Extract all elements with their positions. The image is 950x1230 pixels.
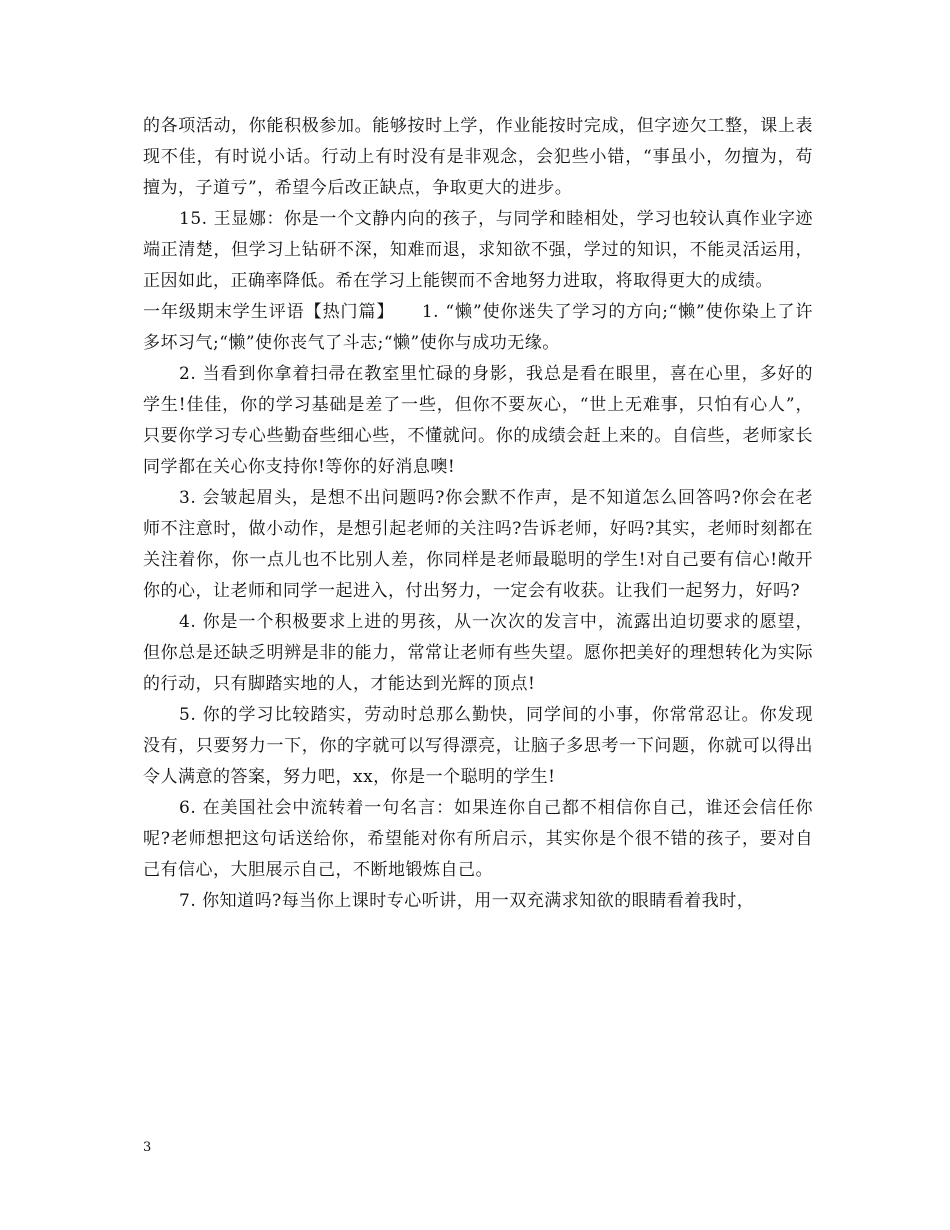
paragraph-continuation: 的各项活动，你能积极参加。能够按时上学，作业能按时完成，但字迹欠工整，课上表现不佳，有时说小话。行动上有时没有是非观念，会犯些小错，“事虽小，勿擅为，苟擅为，子道亏”，希望今后改正缺点，争取更大的进步。 xyxy=(143,116,813,198)
paragraph-comment-5: 5. 你的学习比较踏实，劳动时总那么勤快，同学间的小事，你常常忍让。你发现没有，只要努力一下，你的字就可以写得漂亮，让脑子多思考一下问题，你就可以得出令人满意的答案，努力吧，xx，你是一个聪明的学生! xyxy=(143,705,813,787)
paragraph-section-heading: 一年级期末学生评语【热门篇】 1. “懒”使你迷失了学习的方向;“懒”使你染上了许多坏习气;“懒”使你丧气了斗志;“懒”使你与成功无缘。 xyxy=(143,302,813,353)
paragraph-comment-3: 3. 会皱起眉头，是想不出问题吗?你会默不作声，是不知道怎么回答吗?你会在老师不注意时，做小动作，是想引起老师的关注吗?告诉老师，好吗?其实，老师时刻都在关注着你，你一点儿也不比别人差，你同样是老师最聪明的学生!对自己要有信心!敞开你的心，让老师和同学一起进入，付出努力，一定会有收获。让我们一起努力，好吗? xyxy=(143,488,813,601)
page-number: 3 xyxy=(143,1140,152,1155)
document-body xyxy=(143,111,813,917)
paragraph-comment-6: 6. 在美国社会中流转着一句名言：如果连你自己都不相信你自己，谁还会信任你呢?老师想把这句话送给你，希望能对你有所启示，其实你是个很不错的孩子，要对自己有信心，大胆展示自己，不断地锻炼自己。 xyxy=(143,798,813,880)
paragraph-comment-15: 15. 王显娜：你是一个文静内向的孩子，与同学和睦相处，学习也较认真作业字迹端正清楚，但学习上钻研不深，知难而退，求知欲不强，学过的知识，不能灵活运用，正因如此，正确率降低。希在学习上能锲而不舍地努力进取，将取得更大的成绩。 xyxy=(143,209,813,291)
paragraph-comment-2: 2. 当看到你拿着扫帚在教室里忙碌的身影，我总是看在眼里，喜在心里，多好的学生!佳佳，你的学习基础是差了一些，但你不要灰心，“世上无难事，只怕有心人”，只要你学习专心些勤奋些细心些，不懂就问。你的成绩会赶上来的。自信些，老师家长同学都在关心你支持你!等你的好消息噢! xyxy=(143,364,813,477)
paragraph-comment-7: 7. 你知道吗?每当你上课时专心听讲，用一双充满求知欲的眼睛看着我时， xyxy=(179,891,755,911)
paragraph-comment-4: 4. 你是一个积极要求上进的男孩，从一次次的发言中，流露出迫切要求的愿望，但你总是还缺乏明辨是非的能力，常常让老师有些失望。愿你把美好的理想转化为实际的行动，只有脚踏实地的人，才能达到光辉的顶点! xyxy=(143,612,813,694)
